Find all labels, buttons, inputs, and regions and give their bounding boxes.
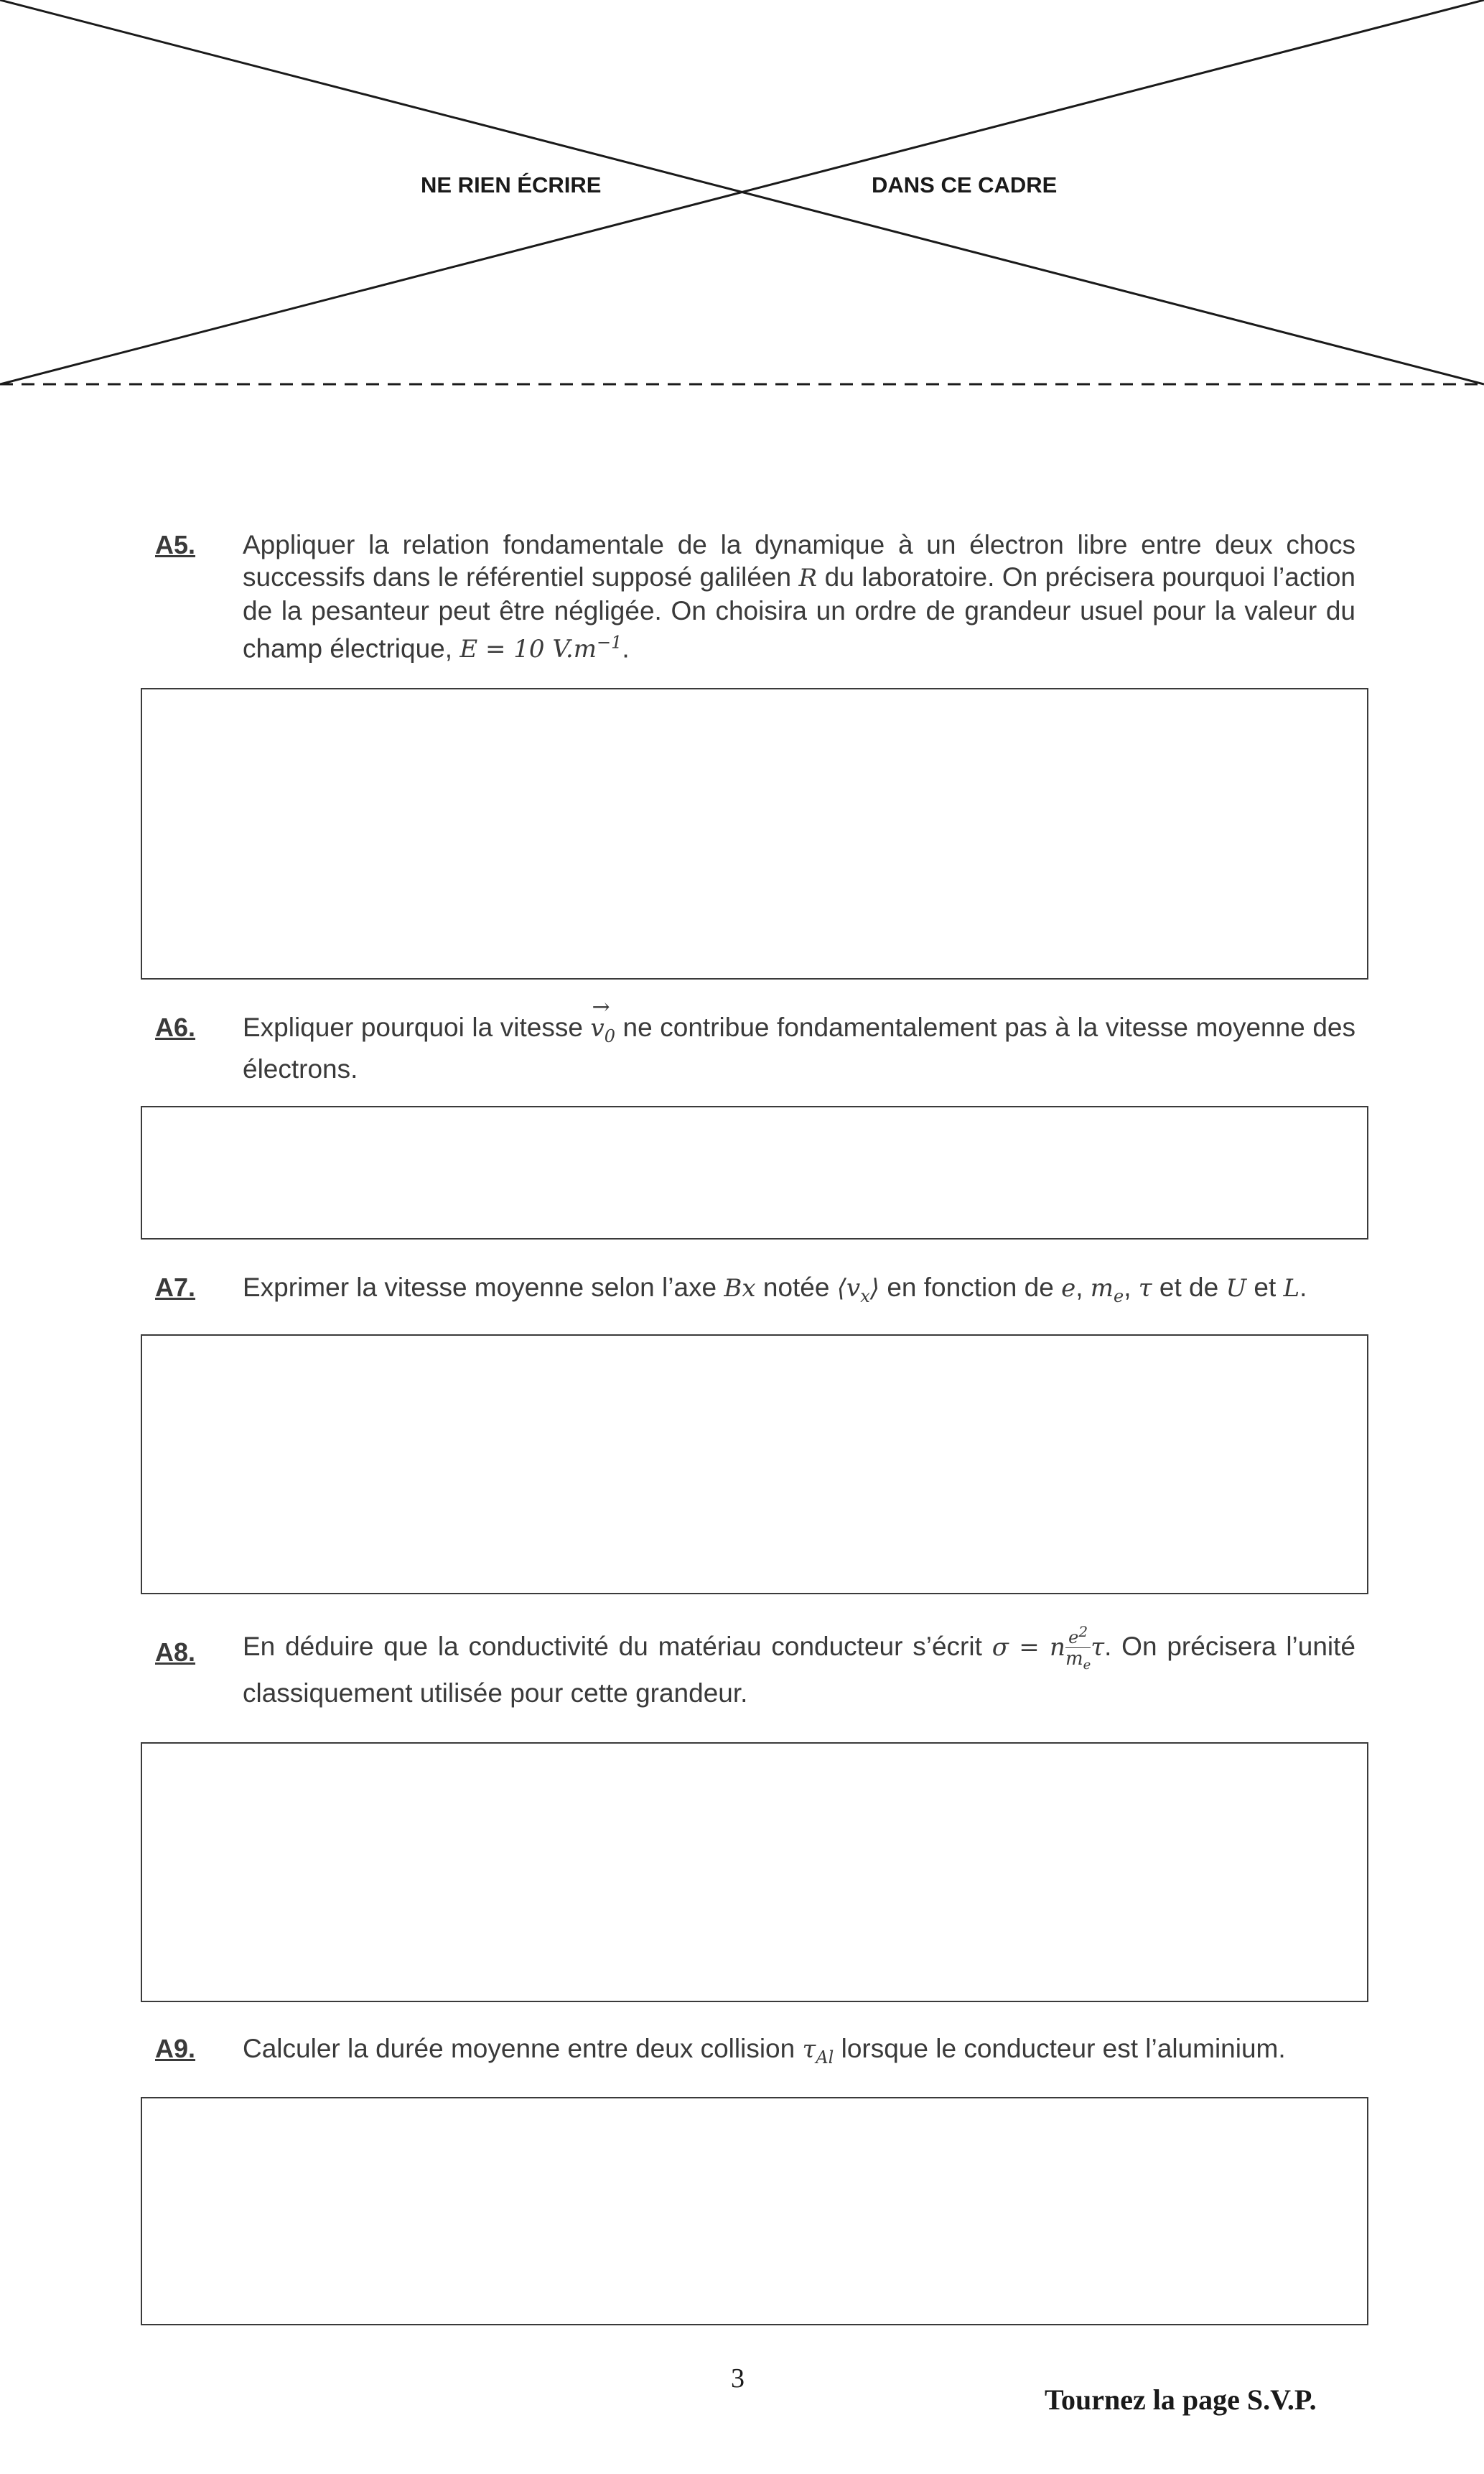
question-number-a6: A6. — [155, 1013, 196, 1042]
do-not-write-frame — [0, 0, 1484, 402]
question-number-a8: A8. — [155, 1637, 196, 1667]
question-text-a8: En déduire que la conductivité du matériau conducteur s’écrit σ = n $\frac{e^2}{m_e}$ τ. On précisera l’unité classiquement utilisée pour cette grandeur. — [243, 1623, 1356, 1708]
answer-box-a7[interactable] — [141, 1334, 1368, 1594]
question-number-a5: A5. — [155, 530, 196, 559]
answer-box-a5[interactable] — [141, 688, 1368, 980]
velocity-vector-symbol: → $v_0$ — [590, 1013, 615, 1053]
question-text-a5: Appliquer la relation fondamentale de la dynamique à un électron libre entre deux chocs successifs dans le référentiel supposé galiléen R du laboratoire. On précisera pourquoi l’action de la pesanteur peut être négligée. On choisira un ordre de grandeur usuel pour la valeur du champ électrique, E = 10 $V.m^{-1}$. — [243, 530, 1355, 664]
question-text-a6: Expliquer pourquoi la vitesse → $v_0$ ne contribue fondamentalement pas à la vitesse moyenne des électrons. — [243, 1011, 1355, 1085]
answer-box-a6[interactable] — [141, 1106, 1368, 1240]
answer-box-a9[interactable] — [141, 2097, 1368, 2325]
header-label-right: DANS CE CADRE — [872, 172, 1058, 197]
question-number-a9: A9. — [155, 2034, 196, 2063]
question-text-a7: Exprimer la vitesse moyenne selon l’axe Bx notée $⟨v_x⟩$ en fonction de e, $m_e$, τ et de U et L. — [243, 1273, 1307, 1306]
question-text-a9: Calculer la durée moyenne entre deux collision $\tau_{Al}$ lorsque le conducteur est l’aluminium. — [243, 2034, 1286, 2068]
turn-page-note: Tournez la page S.V.P. — [1045, 2384, 1317, 2416]
header-label-left: NE RIEN ÉCRIRE — [421, 172, 602, 197]
question-number-a7: A7. — [155, 1273, 196, 1302]
conductivity-fraction: $\frac{e^2}{m_e}$ — [1065, 1623, 1091, 1673]
answer-box-a8[interactable] — [141, 1742, 1368, 2002]
page-number: 3 — [731, 2363, 745, 2394]
